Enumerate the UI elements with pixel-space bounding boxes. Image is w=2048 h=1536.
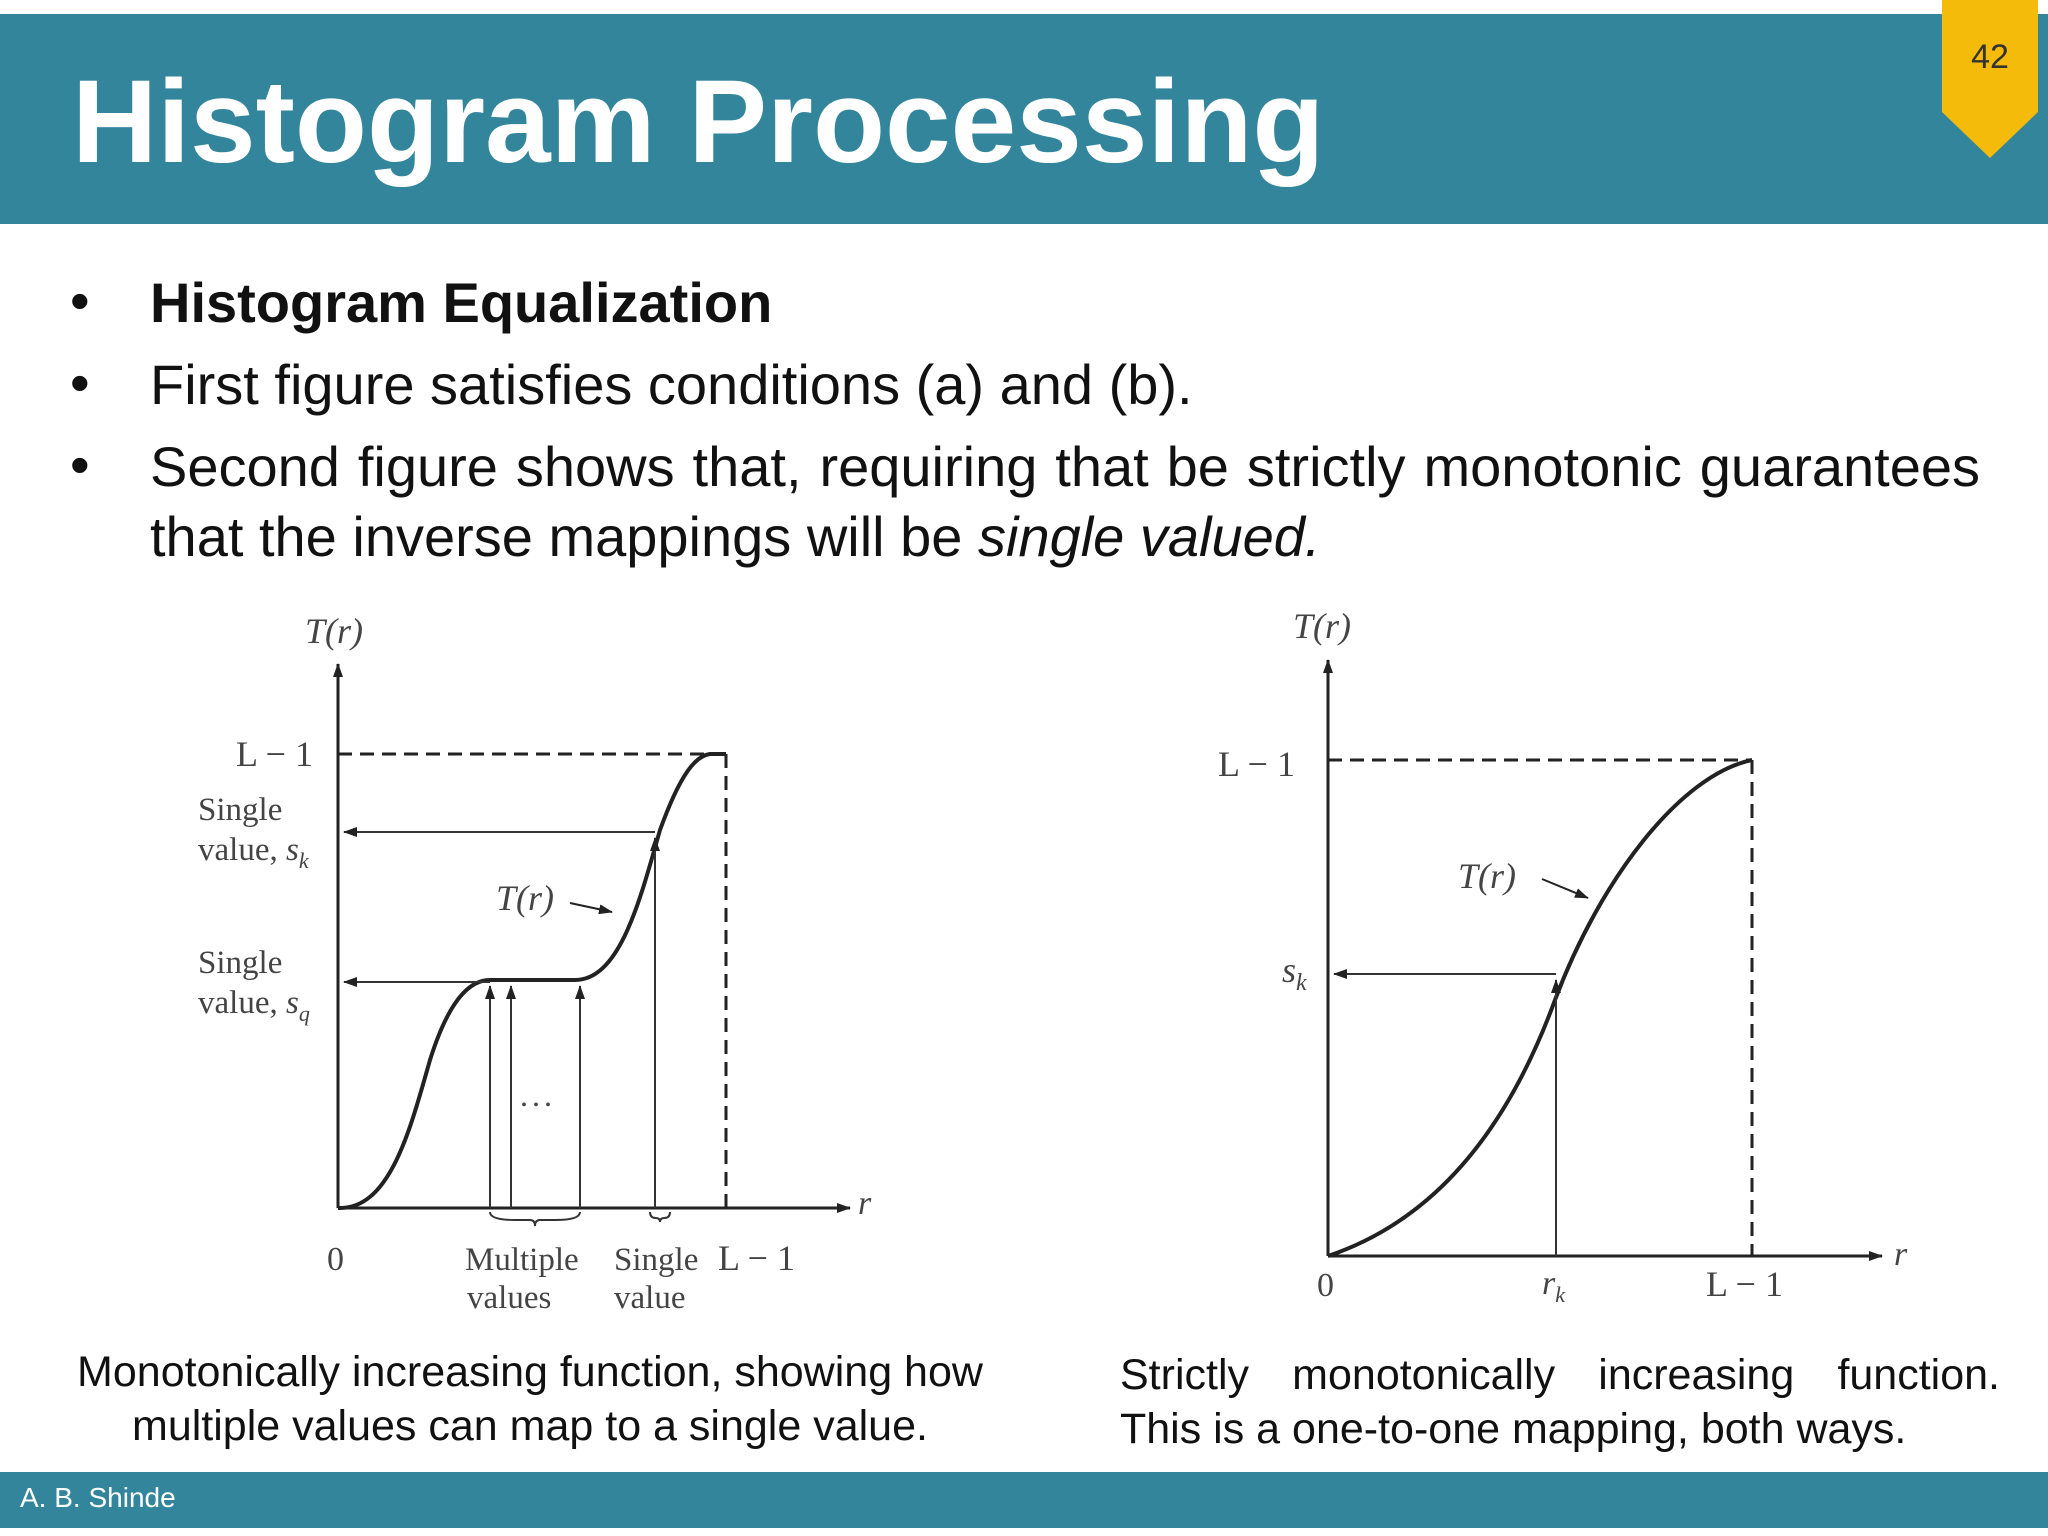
sk-label bbox=[1282, 950, 1307, 996]
sq-subscript: q bbox=[298, 1001, 310, 1026]
y-top-label: L − 1 bbox=[236, 734, 313, 774]
sk-symbol: s bbox=[1282, 950, 1297, 990]
sk-subscript: k bbox=[298, 848, 309, 873]
footer-bar bbox=[0, 1472, 2048, 1528]
transform-curve bbox=[1328, 760, 1752, 1256]
author-name: A. B. Shinde bbox=[20, 1482, 176, 1513]
values-label-word: values bbox=[467, 1280, 552, 1316]
figure2-caption bbox=[1120, 1348, 2000, 1456]
curve-label: T(r) bbox=[496, 878, 555, 918]
bullet-dot: • bbox=[70, 269, 90, 332]
sq-symbol: s bbox=[285, 985, 299, 1021]
figure2-caption-line1: Strictly monotonically increasing function. bbox=[1120, 1351, 2000, 1399]
single-label-word: Single bbox=[198, 945, 283, 981]
x-end-label: L − 1 bbox=[718, 1238, 795, 1278]
bullet-heading: Histogram Equalization bbox=[150, 271, 773, 334]
bullet-text-plain: Second figure shows that, requiring that be strictly monotonic guarantees that the inverse mappings will be bbox=[150, 435, 1980, 568]
rk-symbol: r bbox=[1542, 1265, 1556, 1302]
y-axis-label: T(r) bbox=[305, 611, 364, 651]
value-label-word: value, bbox=[198, 832, 286, 868]
figure-strictly-monotonic bbox=[1180, 600, 1940, 1320]
bullet-dot: • bbox=[70, 351, 90, 414]
sk-symbol: s bbox=[285, 832, 299, 868]
sk-subscript: k bbox=[1296, 970, 1307, 996]
ellipsis: ... bbox=[520, 1077, 556, 1113]
y-axis-label: T(r) bbox=[1293, 606, 1352, 646]
page-number-badge bbox=[1942, 0, 2038, 158]
rk-label bbox=[1542, 1265, 1566, 1307]
single-label-word: Single bbox=[614, 1242, 699, 1278]
multiple-values-brace bbox=[490, 1212, 580, 1226]
y-top-label: L − 1 bbox=[1218, 744, 1295, 784]
single-value-x-label bbox=[614, 1242, 698, 1316]
single-value-sk-label bbox=[198, 792, 310, 873]
x-end-label: L − 1 bbox=[1706, 1264, 1783, 1304]
bullet-text bbox=[150, 432, 1980, 572]
slide-title: Histogram Processing bbox=[72, 56, 1325, 188]
single-value-brace bbox=[650, 1212, 670, 1222]
figure-monotonic bbox=[180, 600, 900, 1320]
curve-label: T(r) bbox=[1458, 856, 1517, 896]
figure1-caption: Monotonically increasing function, showing how multiple values can map to a single value. bbox=[77, 1348, 983, 1450]
single-value-sq-label bbox=[198, 945, 310, 1026]
origin-label: 0 bbox=[1317, 1267, 1334, 1304]
origin-label: 0 bbox=[327, 1241, 344, 1278]
multiple-values-label bbox=[465, 1242, 579, 1316]
page-number: 42 bbox=[1971, 38, 2009, 76]
rk-subscript: k bbox=[1555, 1282, 1565, 1307]
x-axis-label: r bbox=[1894, 1236, 1908, 1273]
bullet-dot: • bbox=[70, 433, 90, 496]
curve-label-pointer bbox=[1542, 879, 1588, 898]
value-label-word: value, bbox=[198, 985, 286, 1021]
bullet-text: First figure satisfies conditions (a) and (b). bbox=[150, 353, 1193, 416]
curve-label-pointer bbox=[570, 903, 612, 912]
figure2-caption-line2: This is a one-to-one mapping, both ways. bbox=[1120, 1405, 1907, 1453]
single-label-word: Single bbox=[198, 792, 283, 828]
multiple-label-word: Multiple bbox=[465, 1242, 579, 1278]
value-label-word: value bbox=[614, 1280, 686, 1316]
x-axis-label: r bbox=[858, 1185, 872, 1222]
bullet-text-italic: single valued. bbox=[978, 505, 1321, 568]
